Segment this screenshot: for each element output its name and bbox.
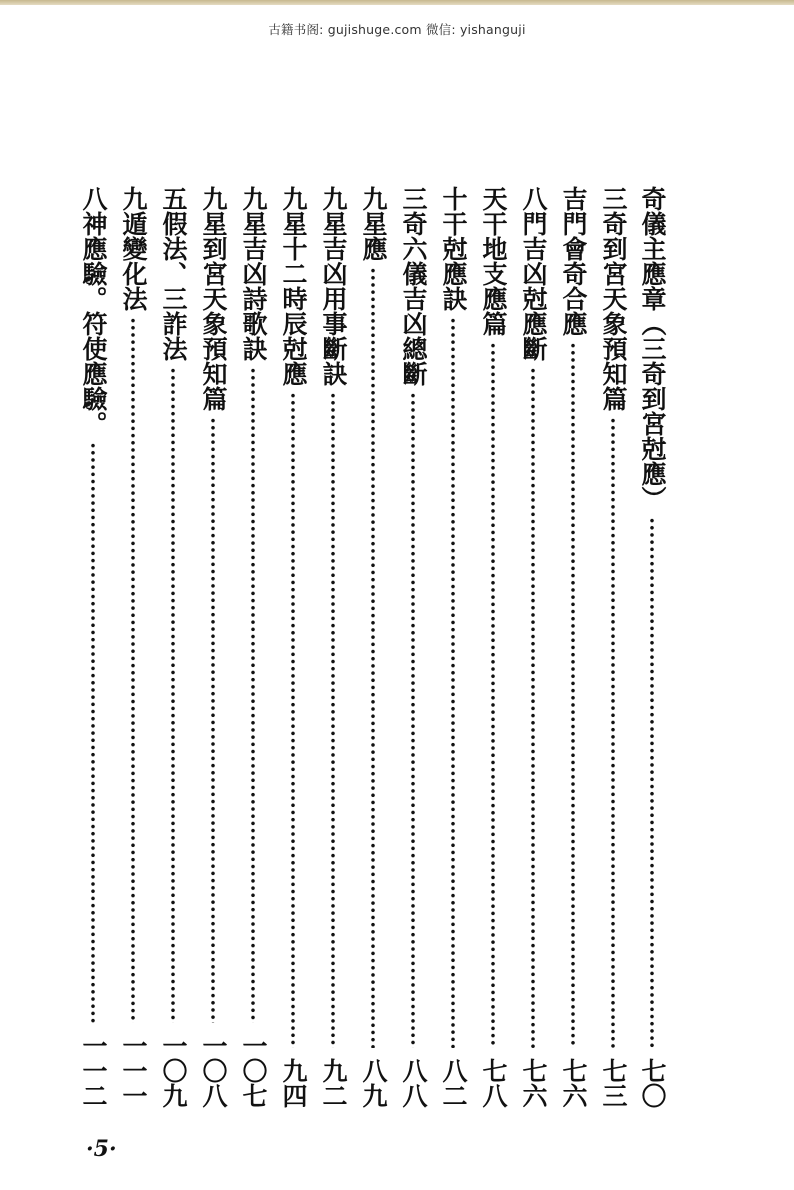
toc-entry-page: 七六 [559, 1058, 588, 1108]
toc-entry-title: 五假法、三詐法 [159, 186, 188, 361]
toc-entry-title: 八門吉凶尅應斷 [519, 186, 548, 361]
dot-leader [291, 392, 295, 1048]
toc-entry [116, 186, 150, 1108]
toc-entry [516, 186, 550, 1108]
toc-entry-page: 九二 [319, 1058, 348, 1108]
toc-entry-title: 奇儀主應章（三奇到宮尅應） [638, 186, 667, 511]
toc-entry [156, 186, 190, 1108]
toc-entry-page: 八二 [439, 1058, 468, 1108]
toc-entry-page: 七〇 [638, 1058, 667, 1108]
toc-entry [396, 186, 430, 1108]
dot-leader [131, 317, 135, 1023]
dot-leader [571, 342, 575, 1048]
toc-entry [635, 186, 669, 1108]
toc-entry-title: 天干地支應篇 [479, 186, 508, 336]
toc-entry-title: 三奇六儀吉凶總斷 [399, 186, 428, 386]
toc-entry [356, 186, 390, 1108]
toc-entry-title: 三奇到宮天象預知篇 [599, 186, 628, 411]
toc-entry [236, 186, 270, 1108]
dot-leader [611, 417, 615, 1048]
toc-entry-page: 七六 [519, 1058, 548, 1108]
dot-leader [331, 392, 335, 1048]
dot-leader [531, 367, 535, 1048]
toc-entry-page: 一〇七 [239, 1033, 268, 1108]
toc-entry-title: 九星吉凶詩歌訣 [239, 186, 268, 361]
dot-leader [371, 267, 375, 1048]
toc-entry-title: 九星應 [359, 186, 388, 261]
toc-entry [596, 186, 630, 1108]
toc-entry-page: 七三 [599, 1058, 628, 1108]
toc-entry [316, 186, 350, 1108]
toc-entry [196, 186, 230, 1108]
dot-leader [211, 417, 215, 1023]
dot-leader [91, 442, 95, 1023]
toc-entry-page: 八九 [359, 1058, 388, 1108]
toc-entry-title: 九星吉凶用事斷訣 [319, 186, 348, 386]
dot-leader [411, 392, 415, 1048]
toc-entry [436, 186, 470, 1108]
dot-leader [251, 367, 255, 1023]
dot-leader [451, 317, 455, 1048]
toc-entry-page: 一〇九 [159, 1033, 188, 1108]
toc-entry [556, 186, 590, 1108]
toc-entry [76, 186, 110, 1108]
toc-entry [476, 186, 510, 1108]
toc-entry-page: 一〇八 [199, 1033, 228, 1108]
toc-entry-page: 九四 [279, 1058, 308, 1108]
toc-entry-page: 八八 [399, 1058, 428, 1108]
dot-leader [650, 517, 654, 1048]
toc-entry-page: 七八 [479, 1058, 508, 1108]
watermark-text: 古籍书阁: gujishuge.com 微信: yishanguji [268, 22, 526, 37]
toc-entry-title: 九星到宮天象預知篇 [199, 186, 228, 411]
toc-entry-page: 一一一 [119, 1033, 148, 1108]
toc-entry-page: 一一二 [79, 1033, 108, 1108]
toc-entry [276, 186, 310, 1108]
toc-entry-title: 九星十二時辰尅應 [279, 186, 308, 386]
dot-leader [491, 342, 495, 1048]
toc-entry-title: 十干尅應訣 [439, 186, 468, 311]
toc-entry-title: 九遁變化法 [119, 186, 148, 311]
dot-leader [171, 367, 175, 1023]
toc-entry-title: 吉門會奇合應 [559, 186, 588, 336]
toc-entry-title: 八神應驗。符使應驗。 [79, 186, 108, 436]
page-number: ·5· [86, 1136, 117, 1162]
